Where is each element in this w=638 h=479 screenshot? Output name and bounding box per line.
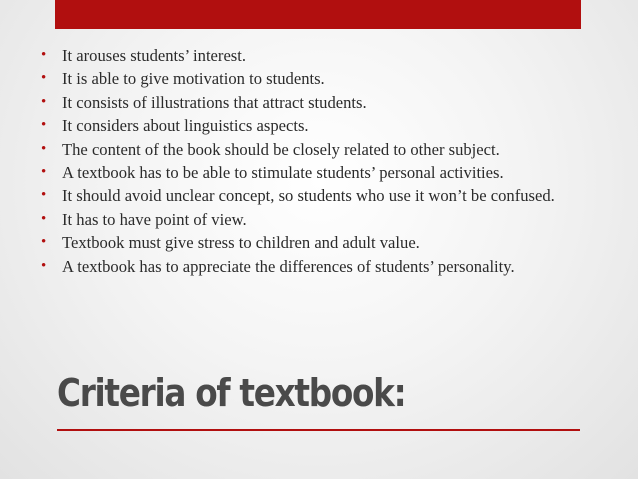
bullet-dot-icon: • (41, 117, 47, 134)
bullet-text: The content of the book should be closely related to other subject. (62, 139, 500, 159)
bullet-dot-icon: • (41, 234, 47, 251)
bullet-dot-icon: • (41, 47, 47, 63)
title-underline (57, 429, 580, 431)
bullet-item (40, 161, 600, 184)
bullet-text: It consists of illustrations that attract students. (62, 92, 367, 112)
bullet-dot-icon: • (41, 187, 47, 204)
bullet-list (40, 44, 600, 278)
bullet-dot-icon: • (41, 140, 47, 157)
bullet-dot-icon: • (41, 164, 47, 181)
bullet-dot-icon: • (41, 93, 47, 110)
bullet-text: It arouses students’ interest. (62, 46, 247, 65)
bullet-text: It has to have point of view. (62, 209, 247, 229)
bullet-text: Textbook must give stress to children and adult value. (62, 233, 420, 253)
bullet-item (40, 138, 600, 161)
bullet-text: A textbook has to be able to stimulate students’ personal activities. (62, 163, 504, 183)
bullet-item (40, 184, 600, 207)
bullet-text: It is able to give motivation to students. (62, 69, 325, 89)
bullet-text: A textbook has to appreciate the differences of students’ personality. (62, 256, 515, 276)
bullet-dot-icon: • (41, 70, 47, 87)
bullet-item (40, 208, 600, 231)
bullet-text: It considers about linguistics aspects. (62, 116, 309, 136)
bullet-dot-icon: • (41, 210, 47, 227)
bullet-item (40, 44, 600, 67)
bullet-item (40, 255, 600, 278)
bullet-item (40, 231, 600, 254)
top-accent-bar (55, 0, 581, 29)
bullet-item (40, 91, 600, 114)
bullet-item (40, 114, 600, 137)
bullet-dot-icon: • (41, 257, 47, 274)
slide-title: Criteria of textbook: (57, 371, 406, 415)
bullet-item (40, 67, 600, 90)
bullet-text: It should avoid unclear concept, so students who use it won’t be confused. (62, 186, 555, 206)
